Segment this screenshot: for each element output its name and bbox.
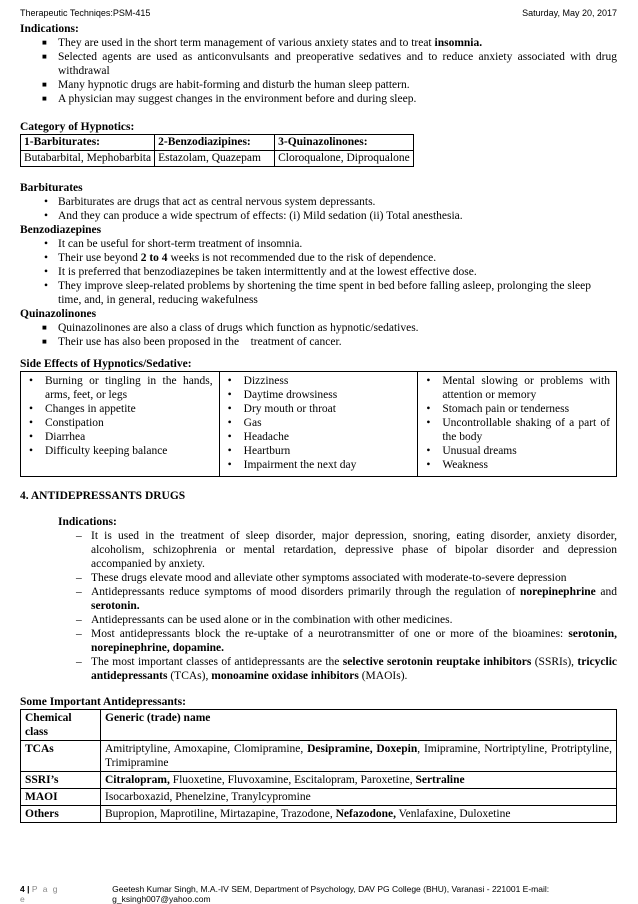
barbiturates-heading: Barbiturates — [20, 182, 83, 194]
table-cell: Estazolam, Quazepam — [155, 151, 275, 167]
list-item: • Changes in appetite — [27, 402, 213, 416]
side-effects-heading: Side Effects of Hypnotics/Sedative: — [20, 358, 192, 370]
table-row — [21, 710, 617, 741]
table-cell: Bupropion, Maprotiline, Mirtazapine, Trazodone, Nefazodone, Venlafaxine, Duloxetine — [101, 806, 617, 823]
list-item: • Stomach pain or tenderness — [424, 402, 610, 416]
list-item: • Burning or tingling in the hands, arms, feet, or legs — [27, 374, 213, 402]
table-cell: SSRI’s — [21, 772, 101, 789]
important-antidepressants-heading: Some Important Antidepressants: — [20, 696, 186, 708]
list-item: • Headache — [226, 430, 412, 444]
table-row — [21, 372, 617, 477]
table-header-cell: Generic (trade) name — [101, 710, 617, 741]
antidepressants-heading: 4. ANTIDEPRESSANTS DRUGS — [20, 490, 186, 502]
quinazolinones-heading: Quinazolinones — [20, 308, 97, 320]
list-item: • Gas — [226, 416, 412, 430]
table-header-cell: Chemical class — [21, 710, 101, 741]
antidepressants-indications-list — [20, 529, 617, 683]
indications-list — [20, 36, 617, 106]
side-effects-col-1 — [21, 372, 220, 477]
side-effects-col-2 — [219, 372, 418, 477]
header-date: Saturday, May 20, 2017 — [522, 8, 617, 18]
list-item: – It is used in the treatment of sleep disorder, major depression, snoring, eating disorder, anxiety disorder, alcoholism, schizophrenia or mental retardation, depressive phase of bipolar disorder and depression accompanied by anxiety. — [20, 529, 617, 571]
table-header-cell: 3-Quinazolinones: — [275, 135, 414, 151]
list-item: • Barbiturates are drugs that act as central nervous system depressants. — [20, 195, 617, 209]
list-item: • Their use beyond 2 to 4 weeks is not recommended due to the risk of dependence. — [20, 251, 617, 265]
list-item: • Heartburn — [226, 444, 412, 458]
antidepressants-table — [20, 709, 617, 823]
category-heading: Category of Hypnotics: — [20, 121, 135, 133]
list-item: • Diarrhea — [27, 430, 213, 444]
list-item: – Most antidepressants block the re-uptake of a neurotransmitter of one or more of the bioamines: serotonin, norepinephrine, dopamine. — [20, 627, 617, 655]
list-item: • Dry mouth or throat — [226, 402, 412, 416]
table-row — [21, 772, 617, 789]
table-cell: Others — [21, 806, 101, 823]
list-item: • Uncontrollable shaking of a part of the body — [424, 416, 610, 444]
table-header-cell: 1-Barbiturates: — [21, 135, 155, 151]
list-item: • Unusual dreams — [424, 444, 610, 458]
benzodiazepines-list — [20, 237, 617, 307]
side-effects-col-3 — [418, 372, 617, 477]
table-row — [21, 151, 414, 167]
list-item: • They improve sleep-related problems by shortening the time spent in bed before falling asleep, prolonging the sleep time, and, in general, reducing wakefulness — [20, 279, 617, 307]
list-item: ■ Quinazolinones are also a class of drugs which function as hypnotic/sedatives. — [20, 321, 617, 335]
page-body — [20, 22, 617, 823]
table-cell: Isocarboxazid, Phenelzine, Tranylcypromine — [101, 789, 617, 806]
table-cell: Butabarbital, Mephobarbita — [21, 151, 155, 167]
list-item: – The most important classes of antidepressants are the selective serotonin reuptake inhibitors (SSRIs), tricyclic antidepressants (TCAs), monoamine oxidase inhibitors (MAOIs). — [20, 655, 617, 683]
table-cell: Amitriptyline, Amoxapine, Clomipramine, Desipramine, Doxepin, Imipramine, Nortriptyline, Protriptyline, Trimipramine — [101, 741, 617, 772]
list-item: ■ Many hypnotic drugs are habit-forming and disturb the human sleep pattern. — [20, 78, 617, 92]
list-item: • It can be useful for short-term treatment of insomnia. — [20, 237, 617, 251]
side-effects-table — [20, 371, 617, 477]
header-course: Therapeutic Techniqes:PSM-415 — [20, 8, 151, 18]
table-row — [21, 741, 617, 772]
page-number: 4 | P a g e — [20, 884, 60, 904]
list-item: – Antidepressants reduce symptoms of mood disorders primarily through the regulation of norepinephrine and serotonin. — [20, 585, 617, 613]
quinazolinones-list — [20, 321, 617, 349]
list-item: • Weakness — [424, 458, 610, 472]
benzodiazepines-heading: Benzodiazepines — [20, 224, 102, 236]
list-item: • Dizziness — [226, 374, 412, 388]
list-item: ■ Their use has also been proposed in the treatment of cancer. — [20, 335, 617, 349]
list-item: ■ Selected agents are used as anticonvulsants and preoperative sedatives and to reduce anxiety associated with drug withdrawal — [20, 50, 617, 78]
antidepressants-indications-heading: Indications: — [58, 516, 117, 528]
list-item: • Daytime drowsiness — [226, 388, 412, 402]
list-item: – These drugs elevate mood and alleviate other symptoms associated with moderate-to-severe depression — [20, 571, 617, 585]
list-item: • It is preferred that benzodiazepines be taken intermittently and at the lowest effective dose. — [20, 265, 617, 279]
table-cell: Citralopram, Fluoxetine, Fluvoxamine, Escitalopram, Paroxetine, Sertraline — [101, 772, 617, 789]
barbiturates-list — [20, 195, 617, 223]
indications-heading: Indications: — [20, 23, 79, 35]
table-cell: TCAs — [21, 741, 101, 772]
list-item: • Constipation — [27, 416, 213, 430]
page-header — [20, 8, 617, 18]
table-row — [21, 135, 414, 151]
list-item: • Difficulty keeping balance — [27, 444, 213, 458]
table-cell: MAOI — [21, 789, 101, 806]
table-row — [21, 789, 617, 806]
table-header-cell: 2-Benzodiazipines: — [155, 135, 275, 151]
author-affiliation: Geetesh Kumar Singh, M.A.-IV SEM, Department of Psychology, DAV PG College (BHU), Varanasi - 221001 E-mail: g_ksingh007@yahoo.com — [112, 884, 550, 904]
table-cell: Cloroqualone, Diproqualone — [275, 151, 414, 167]
list-item: – Antidepressants can be used alone or in the combination with other medicines. — [20, 613, 617, 627]
category-table — [20, 134, 414, 167]
table-row — [21, 806, 617, 823]
list-item: • Mental slowing or problems with attention or memory — [424, 374, 610, 402]
list-item: • And they can produce a wide spectrum of effects: (i) Mild sedation (ii) Total anesthesia. — [20, 209, 617, 223]
page-footer — [20, 884, 617, 904]
list-item: • Impairment the next day — [226, 458, 412, 472]
list-item: ■ A physician may suggest changes in the environment before and during sleep. — [20, 92, 617, 106]
list-item: ■ They are used in the short term management of various anxiety states and to treat insomnia. — [20, 36, 617, 50]
